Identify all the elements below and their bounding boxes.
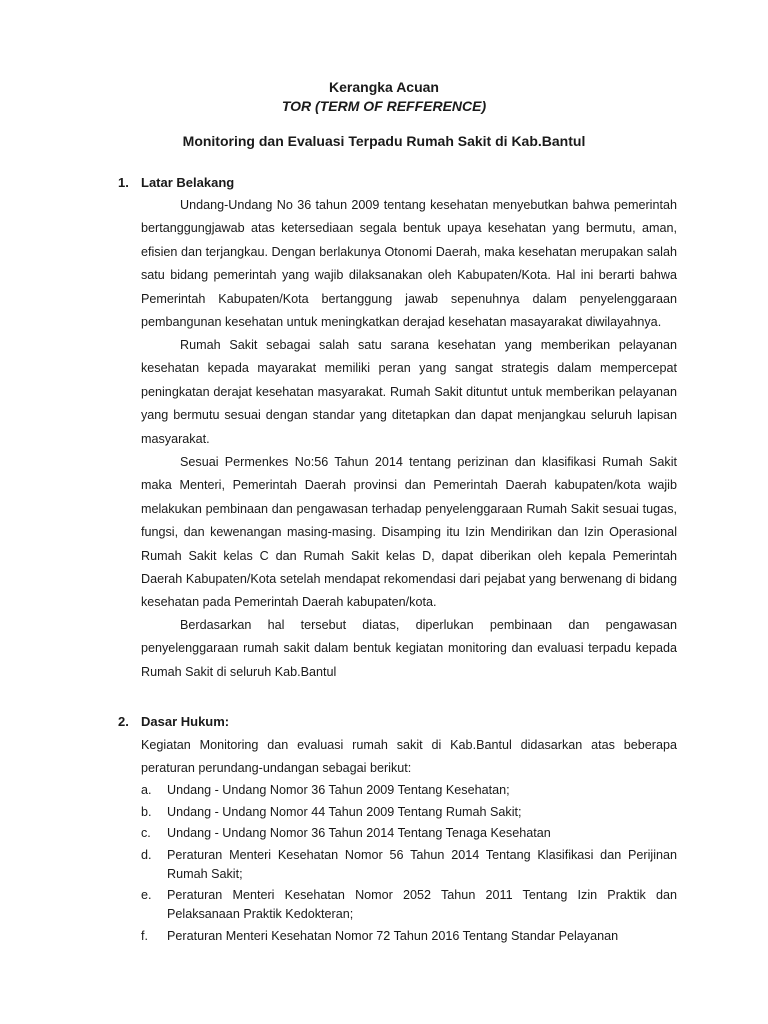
list-item-text: Peraturan Menteri Kesehatan Nomor 56 Tahun 2014 Tentang Klasifikasi dan Perijinan Rumah Sakit; <box>167 847 677 881</box>
list-item-text: Peraturan Menteri Kesehatan Nomor 72 Tahun 2016 Tentang Standar Pelayanan <box>167 928 619 943</box>
paragraph: Undang-Undang No 36 tahun 2009 tentang kesehatan menyebutkan bahwa pemerintah bertanggungjawab atas ketersediaan segala bentuk upaya kesehatan yang bermutu, aman, efisien dan terjangkau. Dengan berlakunya Otonomi Daerah, maka kesehatan merupakan salah satu bidang pemerintah yang wajib dilaksanakan oleh Kabupaten/Kota. Hal ini berarti bahwa Pemerintah Kabupaten/Kota bertanggung jawab sepenuhnya dalam penyelenggaraan pembangunan kesehatan untuk meningkatkan derajad kesehatan masayarakat diwilayahnya. <box>141 198 677 330</box>
paragraph-intro: Kegiatan Monitoring dan evaluasi rumah sakit di Kab.Bantul didasarkan atas beberapa peraturan perundang-undangan sebagai berikut: <box>141 738 677 776</box>
section-title: Dasar Hukum: <box>141 714 230 729</box>
list-marker: f. <box>141 928 148 943</box>
list-item <box>141 846 677 884</box>
list-item-text: Peraturan Menteri Kesehatan Nomor 2052 Tahun 2011 Tentang Izin Praktik dan Pelaksanaan Praktik Kedokteran; <box>167 888 677 921</box>
list-item-text: Undang - Undang Nomor 36 Tahun 2014 Tentang Tenaga Kesehatan <box>167 826 551 840</box>
document-title-tor: TOR (TERM OF REFFERENCE) <box>281 98 487 114</box>
section-number: 2. <box>118 714 129 729</box>
list-marker: e. <box>141 888 152 902</box>
paragraph: Rumah Sakit sebagai salah satu sarana kesehatan yang memberikan pelayanan kesehatan kepada mayarakat memiliki peran yang sangat strategis dalam mempercepat peningkatan derajat kesehatan masyarakat. Rumah Sakit dituntut untuk memberikan pelayanan yang bermutu sesuai dengan standar yang ditetapkan dan dapat menjangkau seluruh lapisan masyarakat. <box>141 338 677 446</box>
document-subtitle: Monitoring dan Evaluasi Terpadu Rumah Sakit di Kab.Bantul <box>182 133 586 149</box>
list-item-text: Undang - Undang Nomor 44 Tahun 2009 Tentang Rumah Sakit; <box>167 804 522 819</box>
regulation-list <box>141 781 677 948</box>
list-item <box>141 781 677 800</box>
section-number: 1. <box>118 175 129 190</box>
list-item <box>141 886 677 924</box>
list-marker: a. <box>141 783 152 797</box>
list-marker: d. <box>141 847 152 862</box>
list-item <box>141 803 677 822</box>
section-title: Latar Belakang <box>141 175 235 190</box>
list-item <box>141 824 677 843</box>
list-item <box>141 927 677 946</box>
paragraph: Sesuai Permenkes No:56 Tahun 2014 tentang perizinan dan klasifikasi Rumah Sakit maka Menteri, Pemerintah Daerah provinsi dan Pemerintah Daerah kabupaten/kota wajib melakukan pembinaan dan pengawasan terhadap penyelenggaraan Rumah Sakit sesuai tugas, fungsi, dan kewenangan masing-masing. Disamping itu Izin Mendirikan dan Izin Operasional Rumah Sakit kelas C dan Rumah Sakit kelas D, dapat diberikan oleh kepala Pemerintah Daerah Kabupaten/Kota setelah mendapat rekomendasi dari pejabat yang berwenang di bidang kesehatan pada Pemerintah Daerah kabupaten/kota. <box>141 455 677 610</box>
list-item-text: Undang - Undang Nomor 36 Tahun 2009 Tentang Kesehatan; <box>167 783 510 797</box>
list-marker: c. <box>141 826 151 840</box>
list-marker: b. <box>141 804 152 819</box>
paragraph: Berdasarkan hal tersebut diatas, diperlukan pembinaan dan pengawasan penyelenggaraan rumah sakit dalam bentuk kegiatan monitoring dan evaluasi terpadu kepada Rumah Sakit di seluruh Kab.Bantul <box>141 618 677 679</box>
document-title: Kerangka Acuan <box>329 79 439 95</box>
